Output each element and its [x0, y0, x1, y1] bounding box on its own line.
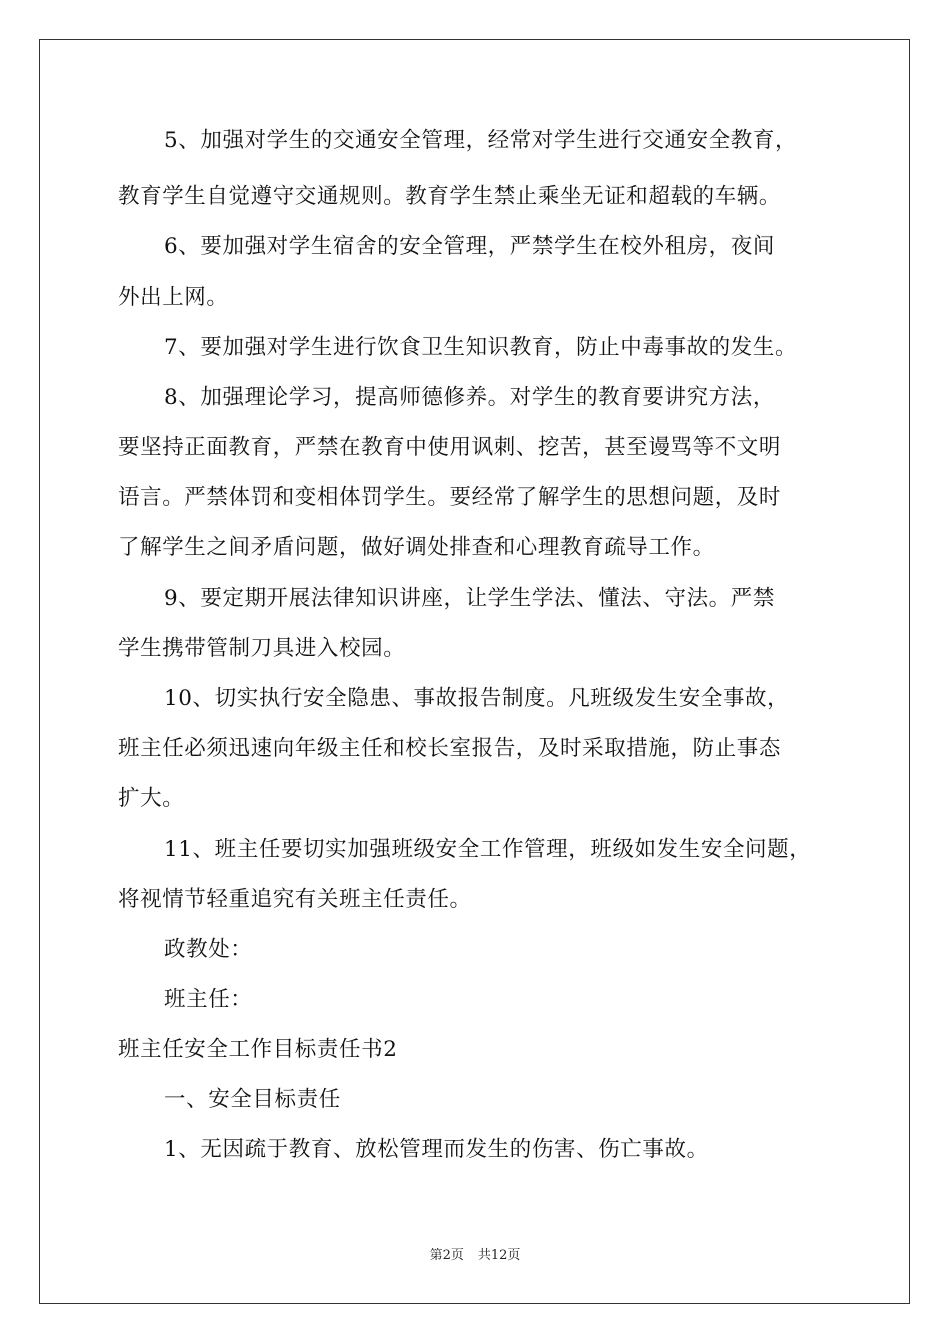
paragraph-line: 扩大。	[118, 786, 185, 811]
paragraph-line: 将视情节轻重追究有关班主任责任。	[118, 887, 472, 912]
section-heading: 一、安全目标责任	[164, 1087, 341, 1112]
paragraph-line: 10、切实执行安全隐患、事故报告制度。凡班级发生安全事故，	[164, 686, 790, 711]
page-footer	[0, 1248, 950, 1264]
paragraph-line: 要坚持正面教育，严禁在教育中使用讽刺、挖苦，甚至谩骂等不文明	[118, 435, 782, 460]
page-number: 第2页	[429, 1248, 464, 1263]
paragraph-line: 11、班主任要切实加强班级安全工作管理，班级如发生安全问题，	[164, 837, 812, 862]
paragraph-line: 8、加强理论学习，提高师德修养。对学生的教育要讲究方法，	[164, 385, 775, 410]
paragraph-line: 语言。严禁体罚和变相体罚学生。要经常了解学生的思想问题，及时	[118, 485, 782, 510]
paragraph-line: 9、要定期开展法律知识讲座，让学生学法、懂法、守法。严禁	[164, 586, 775, 611]
paragraph-line: 5、加强对学生的交通安全管理，经常对学生进行交通安全教育，	[164, 128, 798, 153]
paragraph-line: 6、要加强对学生宿舍的安全管理，严禁学生在校外租房，夜间	[164, 234, 775, 259]
section-title: 班主任安全工作目标责任书2	[118, 1037, 398, 1062]
paragraph-line: 了解学生之间矛盾问题，做好调处排查和心理教育疏导工作。	[118, 535, 715, 560]
paragraph-line: 7、要加强对学生进行饮食卫生知识教育，防止中毒事故的发生。	[164, 335, 798, 360]
paragraph-line: 1、无因疏于教育、放松管理而发生的伤害、伤亡事故。	[164, 1137, 709, 1162]
paragraph-line: 学生携带管制刀具进入校园。	[118, 636, 406, 661]
paragraph-line: 外出上网。	[118, 285, 229, 310]
page-border	[39, 39, 910, 1304]
total-pages: 共12页	[477, 1248, 521, 1263]
paragraph-line: 教育学生自觉遵守交通规则。教育学生禁止乘坐无证和超载的车辆。	[118, 184, 782, 209]
signature-label: 班主任：	[164, 987, 253, 1012]
paragraph-line: 班主任必须迅速向年级主任和校长室报告，及时采取措施，防止事态	[118, 736, 782, 761]
signature-label: 政教处：	[164, 937, 253, 962]
